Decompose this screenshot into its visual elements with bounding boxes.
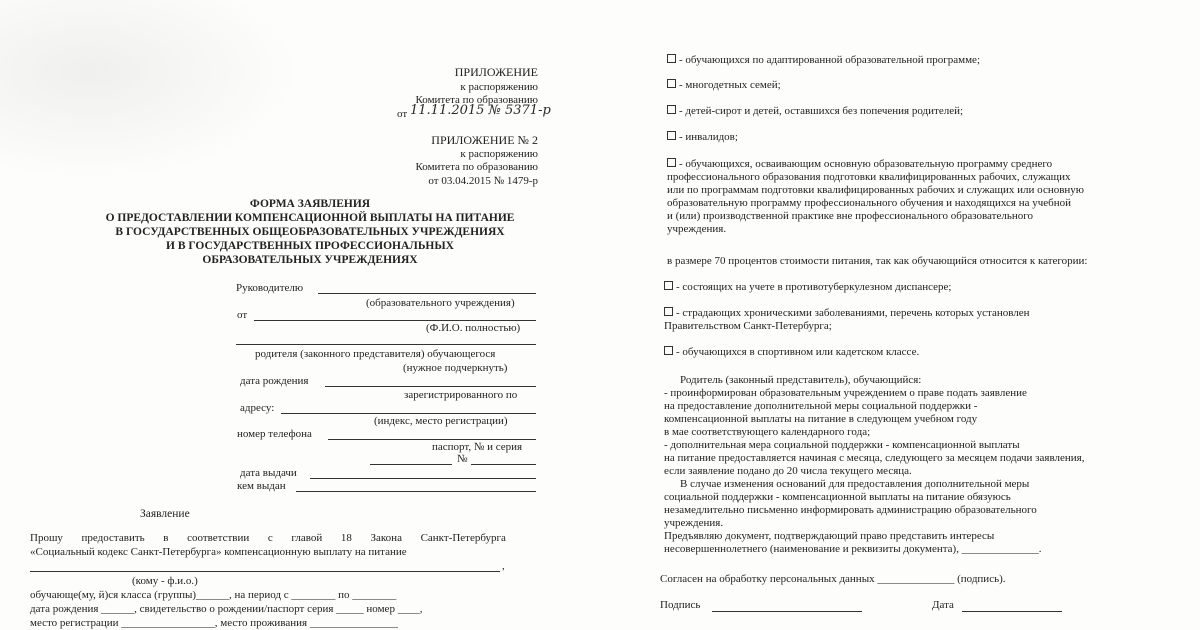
fio-line-2[interactable] [236, 344, 536, 345]
category-item [667, 131, 738, 144]
parent-block-line: Родитель (законный представитель), обучающийся: [680, 374, 922, 386]
checkbox-icon[interactable] [667, 54, 676, 63]
percent-line: в размере 70 процентов стоимости питания, так как обучающийся относится к категории: [667, 255, 1088, 267]
body-line-2: «Социальный кодекс Санкт-Петербурга» компенсационную выплату на питание [30, 546, 407, 558]
annex2-line2: к распоряжению [460, 148, 538, 160]
category-text-line: образовательную программу профессионального обучения и находящихся на учебной [667, 197, 1072, 209]
body-word: главой [291, 532, 323, 544]
passport-series-line[interactable] [370, 464, 452, 465]
annex2-title: ПРИЛОЖЕНИЕ № 2 [431, 133, 538, 147]
form-title-line: В ГОСУДАРСТВЕННЫХ ОБЩЕОБРАЗОВАТЕЛЬНЫХ УЧРЕЖДЕНИЯХ [115, 226, 505, 238]
category-text: - страдающих хроническими заболеваниями, перечень которых установлен [676, 307, 1030, 319]
parent-block-line: незамедлительно письменно информировать администрацию образовательного [664, 504, 1037, 516]
category-text: - состоящих на учете в противотуберкулезном диспансере; [676, 281, 952, 293]
category-text: - инвалидов; [679, 131, 738, 143]
parent-hint: (нужное подчеркнуть) [403, 362, 508, 374]
category-text: - обучающихся по адаптированной образовательной программе; [679, 54, 980, 66]
parent-block-line: социальной поддержки - компенсационной выплаты на питание обязуюсь [664, 491, 1011, 503]
parent-block-line: - дополнительная мера социальной поддержки - компенсационной выплаты [664, 439, 1020, 451]
annex1-line3: Комитета по образованию [415, 94, 538, 106]
address-label: адресу: [240, 402, 275, 414]
issue-date-line[interactable] [310, 478, 536, 479]
address-hint: (индекс, место регистрации) [374, 415, 508, 427]
checkbox-icon[interactable] [667, 79, 676, 88]
body-word: 18 [340, 532, 352, 544]
phone-label: номер телефона [237, 428, 312, 440]
category-item [667, 54, 980, 67]
address-line[interactable] [281, 413, 536, 414]
date-line[interactable] [962, 611, 1062, 612]
parent-block-line: - проинформирован образовательным учреждением о праве подать заявление [664, 387, 1027, 399]
checkbox-icon[interactable] [667, 131, 676, 140]
date-label: Дата [932, 599, 954, 611]
parent-label: родителя (законного представителя) обучающегося [255, 348, 496, 360]
checkbox-icon[interactable] [664, 281, 673, 290]
category-item [667, 105, 963, 118]
body-word: Прошу [30, 532, 63, 544]
parent-block-line: В случае изменения оснований для предоставления дополнительной меры [680, 478, 1030, 490]
issue-date-label: дата выдачи [240, 467, 297, 479]
category-item [664, 346, 919, 359]
passport-number-line[interactable] [471, 464, 536, 465]
parent-block-line: на предоставление дополнительной меры социальной поддержки - [664, 400, 978, 412]
annex1-handwritten-number: 11.11.2015 № 5371-р [410, 103, 551, 118]
category-item [664, 281, 951, 294]
form-title-line: О ПРЕДОСТАВЛЕНИИ КОМПЕНСАЦИОННОЙ ВЫПЛАТЫ НА ПИТАНИЕ [105, 212, 515, 224]
body-line-1 [30, 532, 506, 545]
passport-no-label: № [457, 453, 468, 465]
category-item [667, 79, 781, 92]
checkbox-icon[interactable] [664, 307, 673, 316]
parent-block-line: в мае соответствующего календарного года; [664, 426, 871, 438]
parent-block-line: если заявление подано до 20 числа текущего месяца. [664, 465, 912, 477]
whom-line[interactable] [30, 571, 500, 572]
body-word: в [163, 532, 169, 544]
parent-block-line: несовершеннолетнего (наименование и реквизиты документа), ______________. [664, 543, 1042, 555]
category-text-line: учреждения. [667, 223, 727, 235]
head-line[interactable] [318, 293, 536, 294]
body-word: соответствии [187, 532, 250, 544]
category-item [664, 307, 1030, 320]
category-text: - детей-сирот и детей, оставшихся без попечения родителей; [679, 105, 964, 117]
body-line-3-comma: , [502, 560, 505, 572]
body-word: с [267, 532, 273, 544]
statement-title: Заявление [140, 508, 190, 520]
registered-label: зарегистрированного по [404, 389, 518, 401]
category-text-line: и (или) производственной практике вне профессионального образовательного [667, 210, 1033, 222]
checkbox-icon[interactable] [664, 346, 673, 355]
parent-block-line: на питание предоставляется начиная с месяца, следующего за месяцем подачи заявления, [664, 452, 1085, 464]
category-text: - обучающихся в спортивном или кадетском классе. [676, 346, 920, 358]
body-word: Санкт-Петербурга [420, 532, 506, 544]
signature-label: Подпись [660, 599, 701, 611]
fio-hint: (Ф.И.О. полностью) [426, 322, 521, 334]
signature-line[interactable] [712, 611, 862, 612]
body-line-4: обучающе(му, й)ся класса (группы)______, на период с ________ по ________ [30, 589, 397, 601]
form-title-line: ОБРАЗОВАТЕЛЬНЫХ УЧРЕЖДЕНИЯХ [202, 254, 418, 266]
consent-line: Согласен на обработку персональных данных ______________ (подпись). [660, 573, 1006, 585]
annex1-date-prefix: от [397, 108, 408, 120]
scan-smudge [0, 0, 300, 180]
body-line-6: место регистрации _________________, место проживания ________________ [30, 617, 398, 629]
passport-label: паспорт, № и серия [432, 441, 523, 453]
checkbox-icon[interactable] [667, 158, 676, 167]
parent-block-line: Предъявляю документ, подтверждающий право представить интересы [664, 530, 995, 542]
issued-by-line[interactable] [296, 491, 536, 492]
annex2-line4: от 03.04.2015 № 1479-р [428, 175, 538, 187]
from-line[interactable] [254, 320, 536, 321]
birth-label: дата рождения [240, 375, 309, 387]
form-title-line: И В ГОСУДАРСТВЕННЫХ ПРОФЕССИОНАЛЬНЫХ [166, 240, 454, 252]
body-line-5: дата рождения ______, свидетельство о рождении/паспорт серия _____ номер ____, [30, 603, 423, 615]
whom-hint: (кому - ф.и.о.) [132, 575, 198, 587]
body-word: Закона [370, 532, 402, 544]
phone-line[interactable] [328, 439, 536, 440]
category-text-line: Правительством Санкт-Петербурга; [664, 320, 832, 332]
parent-block-line: учреждения. [664, 517, 724, 529]
from-label: от [237, 309, 248, 321]
category-text: - многодетных семей; [679, 79, 781, 91]
annex1-line2: к распоряжению [460, 81, 538, 93]
head-hint: (образовательного учреждения) [366, 297, 515, 309]
checkbox-icon[interactable] [667, 105, 676, 114]
category-text-line: профессионального образования подготовки квалифицированных рабочих, служащих [667, 171, 1071, 183]
parent-block-line: компенсационной выплаты на питание в следующем учебном году [664, 413, 978, 425]
issued-by-label: кем выдан [237, 480, 286, 492]
body-word: предоставить [81, 532, 145, 544]
annex2-line3: Комитета по образованию [415, 161, 538, 173]
annex1-title: ПРИЛОЖЕНИЕ [454, 65, 538, 79]
category-text: - обучающихся, осваивающим основную образовательную программу среднего [679, 158, 1053, 170]
category-text-line: или по программам подготовки квалифицированных рабочих и служащих или основную [667, 184, 1085, 196]
birth-line[interactable] [325, 386, 536, 387]
form-title-line: ФОРМА ЗАЯВЛЕНИЯ [249, 198, 371, 210]
head-label: Руководителю [236, 282, 304, 294]
category-item-prof [667, 158, 1052, 171]
